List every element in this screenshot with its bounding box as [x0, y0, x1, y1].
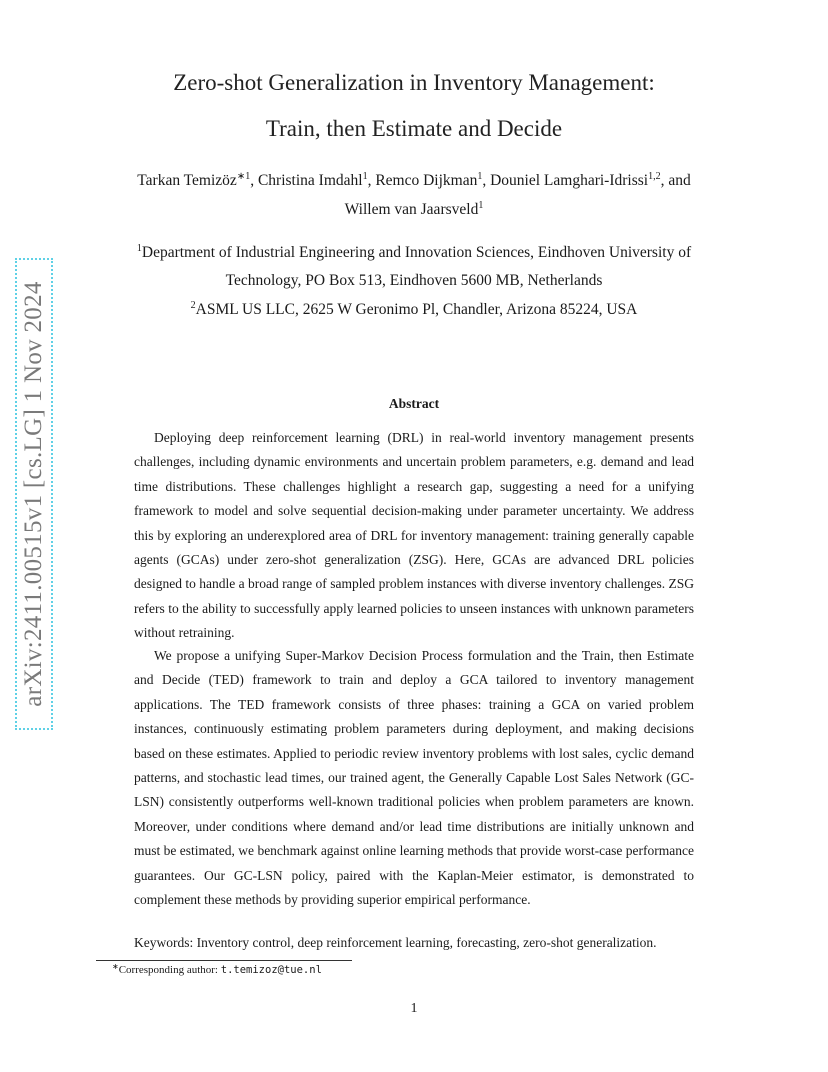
- arxiv-identifier: arXiv:2411.00515v1 [cs.LG] 1 Nov 2024: [20, 281, 47, 707]
- author-mark: 1: [477, 171, 483, 182]
- author-name: Willem van Jaarsveld: [344, 201, 479, 218]
- author-name: Douniel Lamghari-Idrissi: [490, 172, 649, 189]
- page-number: 1: [410, 1001, 418, 1016]
- paper-title-line-1: Zero-shot Generalization in Inventory Management:: [173, 70, 655, 95]
- author-name: Christina Imdahl: [257, 172, 363, 189]
- footnote-rule: [96, 960, 352, 961]
- author-list-line-2: [95, 196, 733, 224]
- author-list-line-1: Tarkan Temizöz$^{∗1}$, Christina Imdahl$^1$, Remco Dijkman$^1$, Douniel Lamghari-Idrissi$^{1,2}$, and: [137, 171, 691, 189]
- affiliation-1-line-2: Technology, PO Box 513, Eindhoven 5600 MB, Netherlands: [225, 272, 603, 289]
- affiliation-1-line-1: $^1$Department of Industrial Engineering and Innovation Sciences, Eindhoven University of: [136, 243, 692, 261]
- author-mark: 1,2: [648, 171, 661, 182]
- author-name: Remco Dijkman: [375, 172, 478, 189]
- keywords: Keywords: Inventory control, deep reinforcement learning, forecasting, zero-shot generalization.: [134, 935, 657, 950]
- corresponding-email-link[interactable]: t.temizoz@tue.nl: [220, 964, 322, 976]
- affiliation-mark: 2: [190, 300, 196, 311]
- arxiv-stamp: [15, 258, 53, 730]
- paper-title-line-2: Train, then Estimate and Decide: [265, 116, 563, 141]
- abstract-paragraph-1: Deploying deep reinforcement learning (DRL) in real-world inventory management presents challenges, including dynamic environments and uncertain problem parameters, e.g. demand and lead time distributions. These challenges highlight a research gap, suggesting a need for a unifying framework to model and solve sequential decision-making under parameter uncertainty. We address this by exploring an underexplored area of DRL for inventory management: training generally capable agents (GCAs) under zero-shot generalization (ZSG). Here, GCAs are advanced DRL policies designed to handle a broad range of sampled problem instances with diverse inventory challenges. ZSG refers to the ability to successfully apply learned policies to unseen instances with unknown parameters without retraining.: [134, 430, 694, 641]
- footnote: ∗Corresponding author: t.temizoz@tue.nl: [112, 962, 322, 976]
- abstract-heading: Abstract: [388, 396, 440, 411]
- author-name: Tarkan Temizöz: [137, 172, 237, 189]
- footnote-mark: ∗: [112, 962, 119, 971]
- affiliation-2: $^2$ASML US LLC, 2625 W Geronimo Pl, Chandler, Arizona 85224, USA: [190, 300, 638, 318]
- affiliation-mark: 1: [136, 243, 142, 254]
- author-mark: 1: [362, 171, 368, 182]
- abstract-paragraph-2: We propose a unifying Super-Markov Decision Process formulation and the Train, then Estimate and Decide (TED) framework to train and deploy a GCA tailored to inventory management applications. The TED framework consists of three phases: training a GCA on varied problem instances, continuously estimating problem parameters during deployment, and making decisions based on these estimates. Applied to periodic review inventory problems with lost sales, cyclic demand patterns, and stochastic lead times, our trained agent, the Generally Capable Lost Sales Network (GC-LSN) consistently outperforms well-known traditional policies when problem parameters are known. Moreover, under conditions where demand and/or lead time distributions are initially unknown and must be estimated, we benchmark against online learning methods that provide worst-case performance guarantees. Our GC-LSN policy, paired with the Kaplan-Meier estimator, is demonstrated to complement these methods by providing superior empirical performance.: [134, 648, 694, 908]
- author-mark: 1: [478, 200, 484, 211]
- author-mark: ∗1: [236, 171, 251, 182]
